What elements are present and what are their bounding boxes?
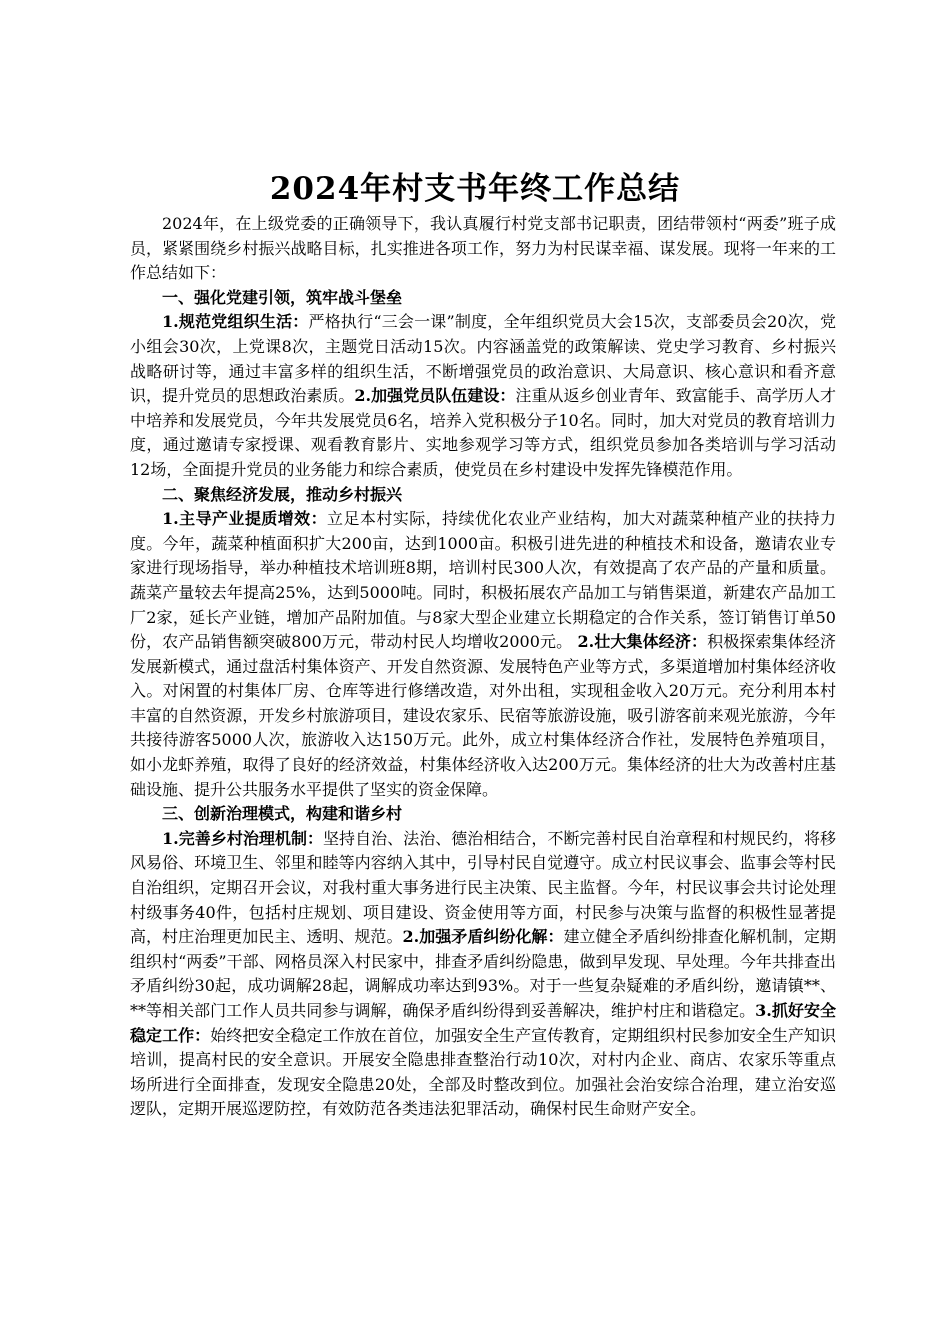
item-text: 始终把安全稳定工作放在首位，加强安全生产宣传教育，定期组织村民参加安全生产知识培训，提高村民的安全意识。开展安全隐患排查整治行动10次，对村内企业、商店、农家乐等重点场所进行全面排查，发现安全隐患20处，全部及时整改到位。加强社会治安综合治理，建立治安巡逻队，定期开展巡逻防控，有效防范各类违法犯罪活动，确保村民生命财产安全。 bbox=[130, 1025, 836, 1119]
item-text: 建立健全矛盾纠纷排查化解机制，定期组织村“两委”干部、网格员深入村民家中，排查矛盾纠纷隐患，做到早发现、早处理。今年共排查出矛盾纠纷30起，成功调解28起，调解成功率达到93%。对于一些复杂疑难的矛盾纠纷，邀请镇**、**等相关部门工作人员共同参与调解，确保矛盾纠纷得到妥善解决，维护村庄和谐稳定。 bbox=[130, 927, 836, 1020]
item-lead: 1.完善乡村治理机制： bbox=[162, 828, 324, 848]
item-lead: 1.主导产业提质增效： bbox=[162, 509, 328, 529]
document-body bbox=[130, 212, 836, 1122]
section-2-paragraph bbox=[130, 507, 836, 802]
item-lead: 3.抓好安全稳定工作： bbox=[130, 1001, 836, 1045]
item-text: 注重从返乡创业青年、致富能手、高学历人才中培养和发展党员，今年共发展党员6名，培养入党积极分子10名。同时，加大对党员的教育培训力度，通过邀请专家授课、观看教育影片、实地参观学习等方式，组织党员参加各类培训与学习活动12场，全面提升党员的业务能力和综合素质，使党员在乡村建设中发挥先锋模范作用。 bbox=[130, 386, 836, 479]
section-1-paragraph bbox=[130, 310, 836, 482]
item-lead: 1.规范党组织生活： bbox=[162, 312, 309, 332]
section-heading-1: 一、强化党建引领，筑牢战斗堡垒 bbox=[162, 287, 403, 307]
item-lead: 2.加强党员队伍建设： bbox=[354, 386, 516, 406]
item-text: 立足本村实际，持续优化农业产业结构，加大对蔬菜种植产业的扶持力度。今年，蔬菜种植面积扩大200亩，达到1000亩。积极引进先进的种植技术和设备，邀请农业专家进行现场指导，举办种植技术培训班8期，培训村民300人次，有效提高了农产品的产量和质量。蔬菜产量较去年提高25%，达到5000吨。同时，积极拓展农产品加工与销售渠道，新建农产品加工厂2家，延长产业链，增加产品附加值。与8家大型企业建立长期稳定的合作关系，签订销售订单50份，农产品销售额突破800万元，带动村民人均增收2000元。 bbox=[130, 509, 836, 652]
section-heading-2: 二、聚焦经济发展，推动乡村振兴 bbox=[162, 484, 403, 504]
item-lead: 2.加强矛盾纠纷化解： bbox=[402, 927, 564, 947]
section-3-paragraph bbox=[130, 827, 836, 1122]
document-title: 2024年村支书年终工作总结 bbox=[269, 171, 681, 207]
item-text: 严格执行“三会一课”制度，全年组织党员大会15次，支部委员会20次，党小组会30次，上党课8次，主题党日活动15次。内容涵盖党的政策解读、党史学习教育、乡村振兴战略研讨等，通过丰富多样的组织生活，不断增强党员的政治意识、大局意识、核心意识和看齐意识，提升党员的思想政治素质。 bbox=[130, 312, 836, 406]
item-text: 坚持自治、法治、德治相结合，不断完善村民自治章程和村规民约，将移风易俗、环境卫生、邻里和睦等内容纳入其中，引导村民自觉遵守。成立村民议事会、监事会等村民自治组织，定期召开会议，对我村重大事务进行民主决策、民主监督。今年，村民议事会共讨论处理村级事务40件，包括村庄规划、项目建设、资金使用等方面，村民参与决策与监督的积极性显著提高，村庄治理更加民主、透明、规范。 bbox=[130, 828, 836, 947]
item-text: 积极探索集体经济发展新模式，通过盘活村集体资产、开发自然资源、发展特色产业等方式，多渠道增加村集体经济收入。对闲置的村集体厂房、仓库等进行修缮改造，对外出租，实现租金收入20万元。充分利用本村丰富的自然资源，开发乡村旅游项目，建设农家乐、民宿等旅游设施，吸引游客前来观光旅游，今年共接待游客5000人次，旅游收入达150万元。此外，成立村集体经济合作社，发展特色养殖项目，如小龙虾养殖，取得了良好的经济效益，村集体经济收入达200万元。集体经济的壮大为改善村庄基础设施、提升公共服务水平提供了坚实的资金保障。 bbox=[130, 632, 836, 799]
intro-paragraph: 2024年，在上级党委的正确领导下，我认真履行村党支部书记职责，团结带领村“两委”班子成员，紧紧围绕乡村振兴战略目标，扎实推进各项工作，努力为村民谋幸福、谋发展。现将一年来的工作总结如下： bbox=[130, 214, 836, 283]
item-lead: 2.壮大集体经济： bbox=[577, 632, 708, 652]
section-heading-3: 三、创新治理模式，构建和谐乡村 bbox=[162, 804, 403, 824]
